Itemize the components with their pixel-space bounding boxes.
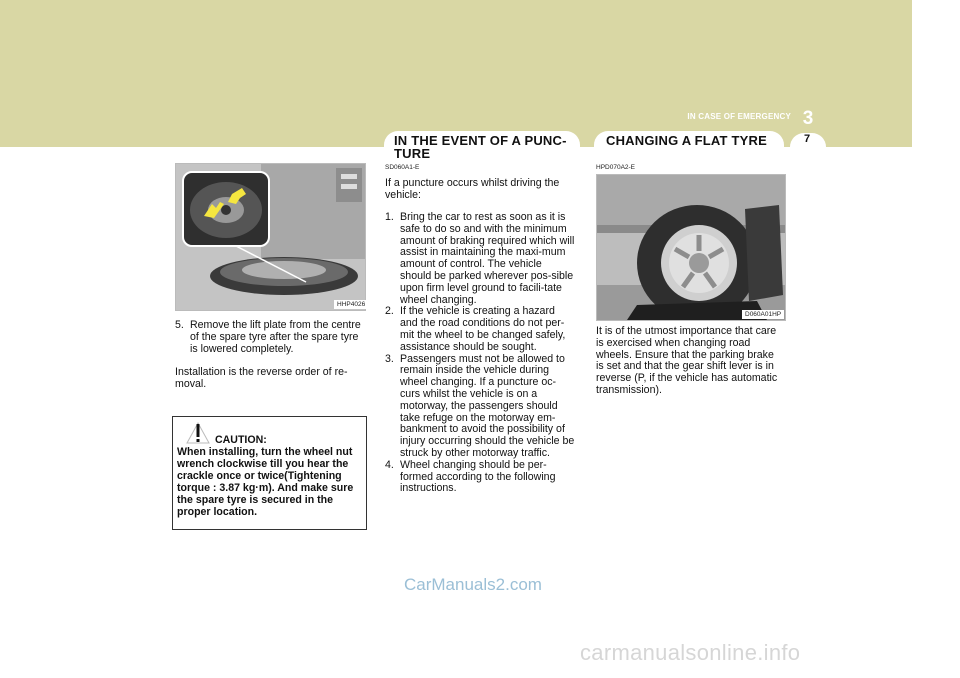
- section-code-puncture: SD060A1-E: [385, 164, 420, 171]
- section-title-flat-tyre: CHANGING A FLAT TYRE: [606, 133, 767, 148]
- flat-tyre-text: It is of the utmost importance that care is exercised when changing road wheels. Ensure that the parking brake is set and that the gear shift lever is in reverse (P, if the vehicle has automatic transmission).: [596, 325, 778, 396]
- photo-id-left: HHP4026: [334, 300, 368, 309]
- site-watermark: CarManuals2.com: [404, 575, 542, 594]
- step-number: 5.: [175, 319, 184, 331]
- flat-tyre-photo: [596, 174, 786, 321]
- section-code-flat-tyre: HPD070A2-E: [596, 164, 636, 171]
- caution-box: [172, 416, 367, 530]
- list-item: 2. If the vehicle is creating a hazard and the road conditions do not per-mit the wheel to be changed safely, assistance should be sought.: [385, 305, 566, 353]
- footer-watermark: carmanualsonline.info: [580, 640, 801, 665]
- step-text: Remove the lift plate from the centre of the spare tyre after the spare tyre is lowered completely.: [190, 319, 361, 355]
- spare-tyre-illustration: [176, 164, 365, 310]
- puncture-intro: If a puncture occurs whilst driving the vehicle:: [385, 177, 560, 201]
- puncture-steps: [385, 212, 575, 495]
- page-number: 7: [803, 133, 811, 145]
- list-item: 3. Passengers must not be allowed to remain inside the vehicle during wheel changing. If a puncture oc-curs whilst the vehicle is on a motorway, the passengers should take refuge on the motorway em-bankment to avoid the possibility of injury occurring should the vehicle be struck by other motorway traffic.: [385, 352, 575, 459]
- header-band: [0, 0, 912, 147]
- caution-body: When installing, turn the wheel nut wrench clockwise till you hear the crackle once or twice(Tightening torque : 3.87 kg·m). And make sure the spare tyre is secured in the proper location.: [177, 446, 354, 518]
- flat-tyre-illustration: [597, 175, 785, 320]
- chapter-title: IN CASE OF EMERGENCY: [687, 112, 791, 121]
- installation-note: Installation is the reverse order of re-moval.: [175, 366, 348, 390]
- step-5: [175, 320, 365, 355]
- list-item: 4. Wheel changing should be per-formed according to the following instructions.: [385, 458, 556, 495]
- list-item: 1. Bring the car to rest as soon as it is safe to do so and with the minimum amount of braking required which will assist in maintaining the maxi-mum amount of control. The vehicle should be parked wherever pos-sible upon firm level ground to facili-tate wheel changing.: [385, 211, 575, 306]
- chapter-number: 3: [802, 108, 814, 129]
- spare-tyre-photo: [175, 163, 366, 311]
- warning-icon: [185, 421, 211, 445]
- section-title-puncture: IN THE EVENT OF A PUNC- TURE: [394, 133, 567, 161]
- caution-title: CAUTION:: [215, 434, 267, 446]
- photo-id-right: D060A01HP: [742, 310, 784, 319]
